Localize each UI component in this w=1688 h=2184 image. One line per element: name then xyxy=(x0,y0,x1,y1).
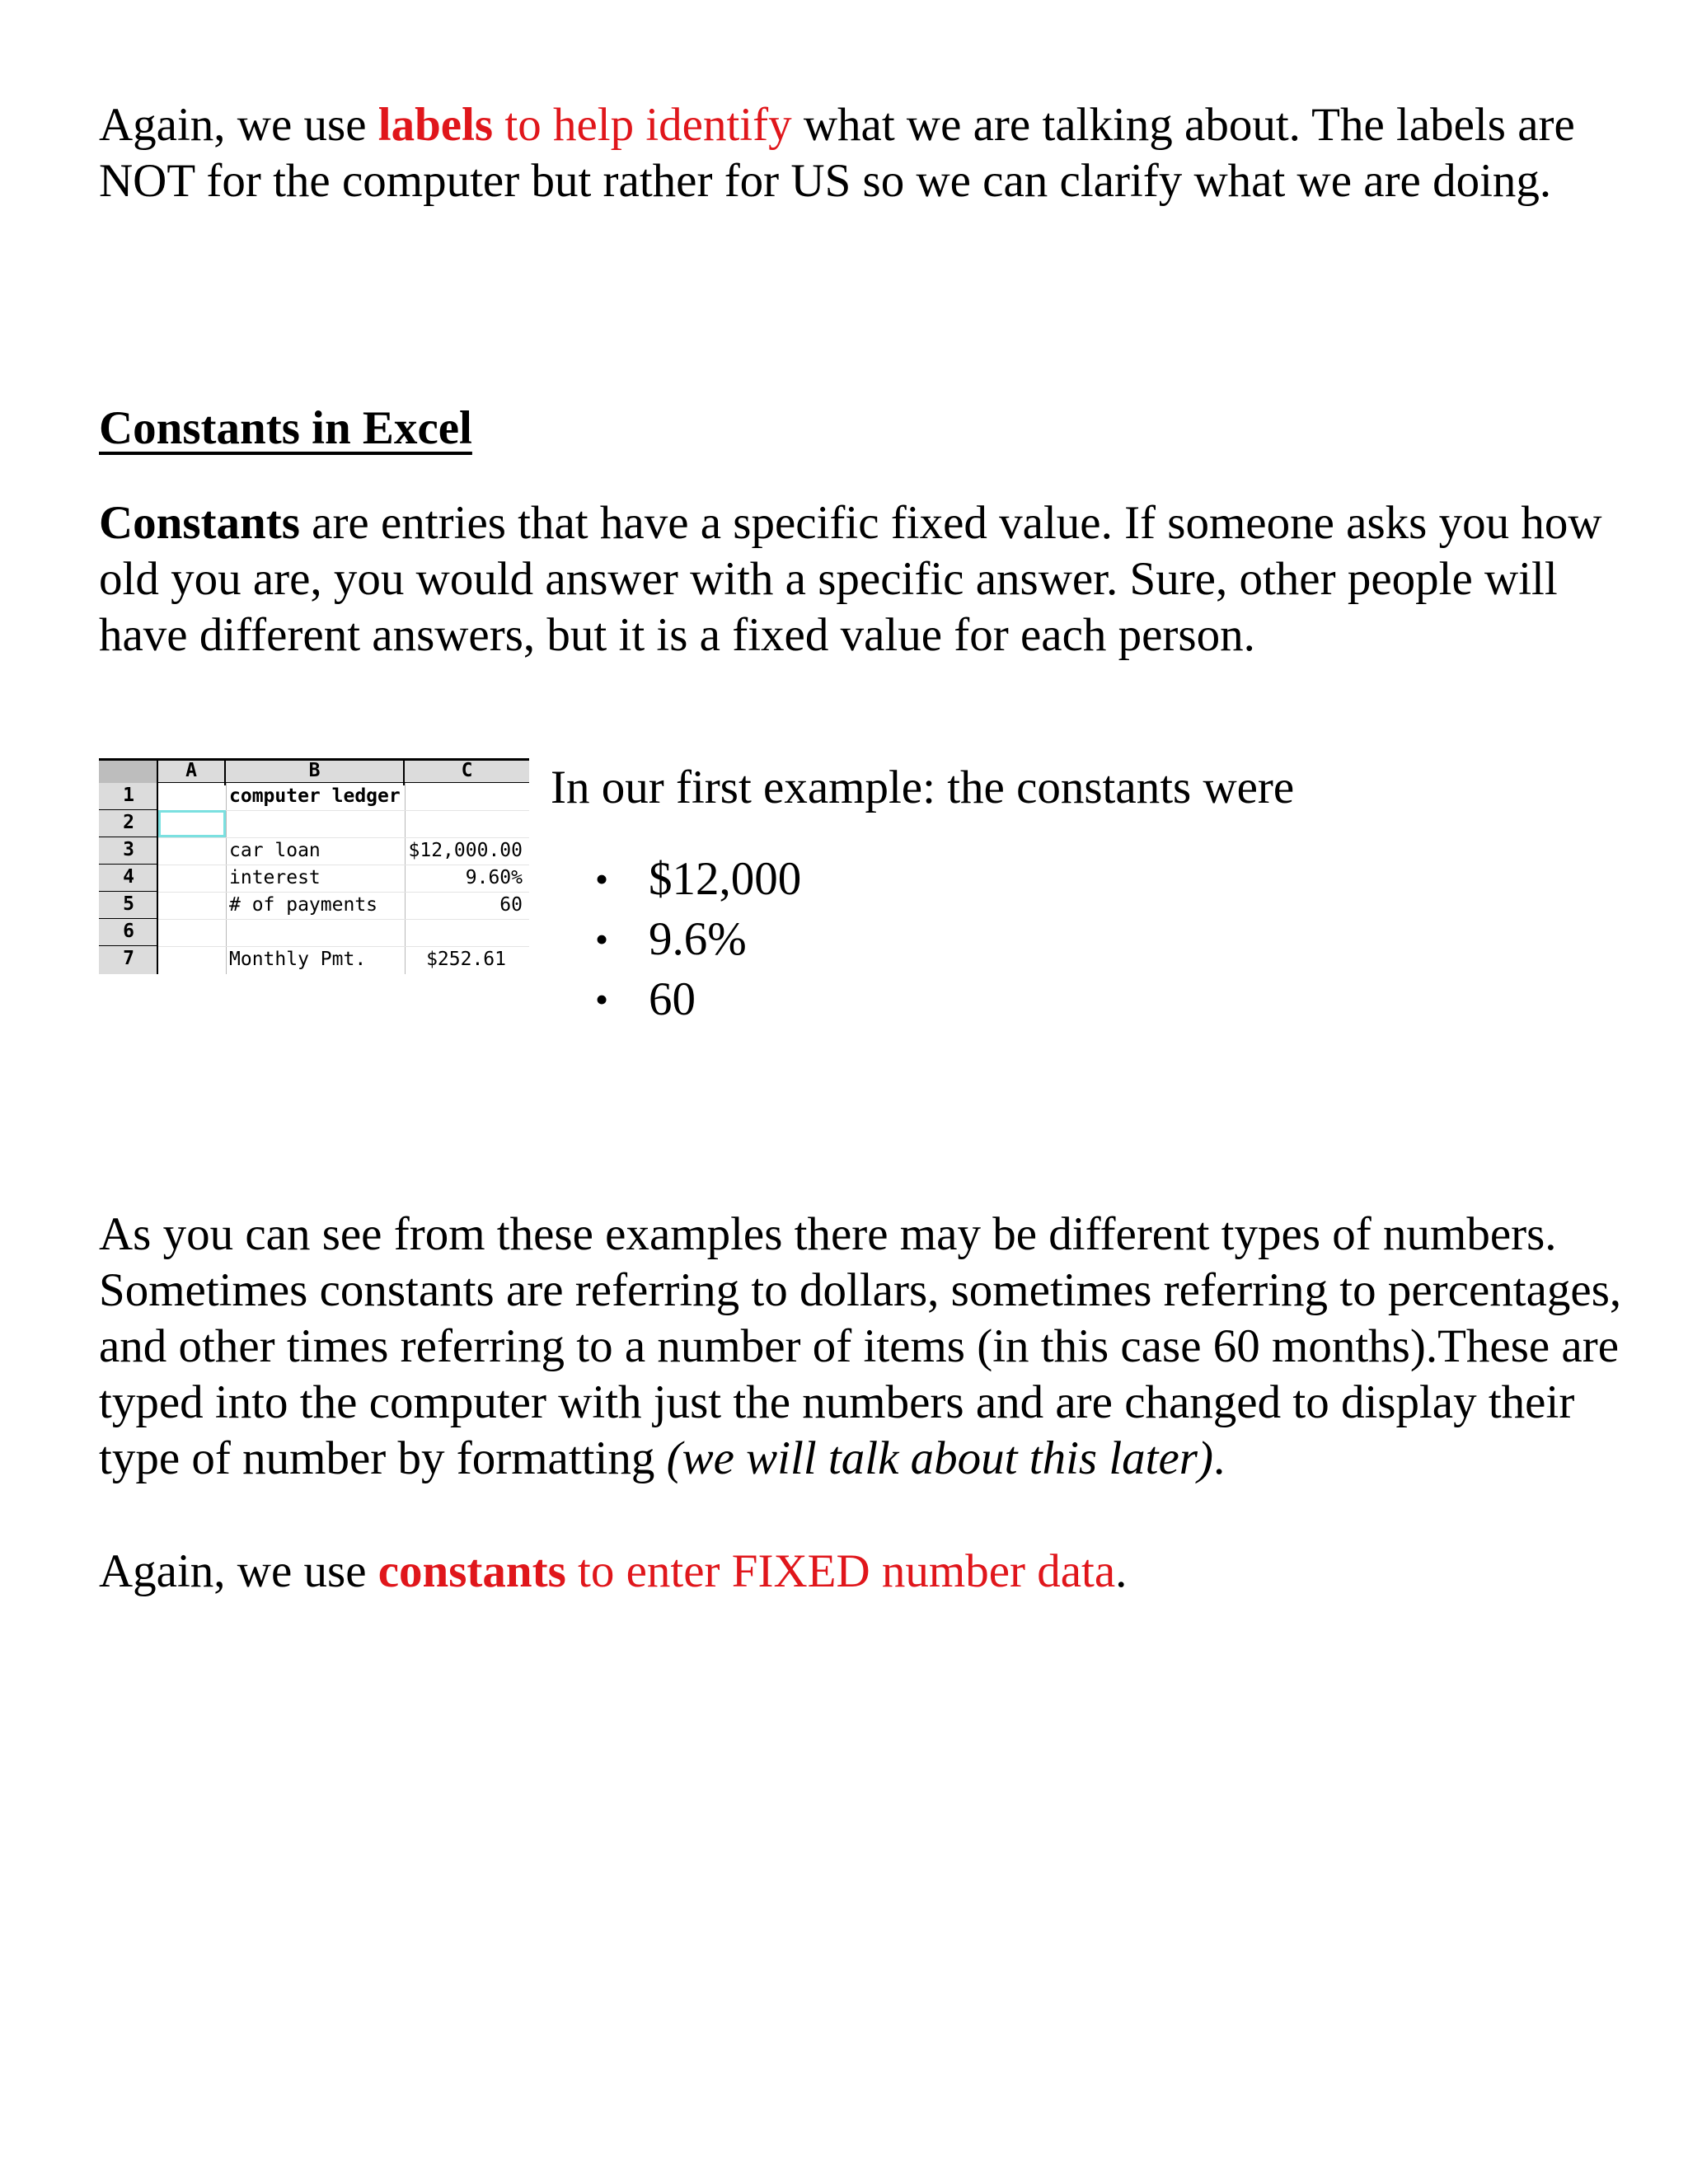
number-types-paragraph xyxy=(99,1207,1624,1487)
highlight-labels: labels xyxy=(377,99,494,151)
cell-b7: Monthly Pmt. xyxy=(229,949,367,970)
list-item xyxy=(589,849,801,909)
text-run: Again, we use xyxy=(99,1545,378,1597)
summary-paragraph xyxy=(99,1544,1624,1600)
cell-c4: 9.60% xyxy=(465,867,523,888)
list-item xyxy=(589,909,801,969)
cell-c3: $12,000.00 xyxy=(408,840,523,861)
row-header-7: 7 xyxy=(123,948,134,969)
highlight-constants: constants xyxy=(377,1545,566,1597)
section-heading: Constants in Excel xyxy=(99,402,472,454)
select-all-corner xyxy=(99,761,158,785)
cell-b1: computer ledger xyxy=(229,785,401,807)
column-header-b: B xyxy=(226,761,405,785)
cell-b4: interest xyxy=(229,867,321,888)
text-run: are entries that have a specific fixed value. If someone asks you how old you are, you would answer with a specific answer. Sure, other people will have different answers, but it is a fixed value for each person. xyxy=(99,497,1602,661)
list-item xyxy=(589,969,801,1029)
cell-b5: # of payments xyxy=(229,894,378,916)
row-header-1: 1 xyxy=(99,783,158,810)
text-run: . xyxy=(1115,1545,1128,1597)
row-header-3: 3 xyxy=(99,837,158,865)
highlight-phrase: to help identify xyxy=(493,99,792,151)
cell-c7: $252.61 xyxy=(426,949,506,970)
example-intro: In our first example: the constants were xyxy=(551,762,1295,813)
constants-definition xyxy=(99,495,1624,663)
list-item-text: 60 xyxy=(649,973,696,1025)
term-constants: Constants xyxy=(99,497,300,549)
text-run: Again, we use xyxy=(99,99,378,151)
column-header-c: C xyxy=(461,760,473,781)
list-item-text: $12,000 xyxy=(649,853,802,905)
column-header-a: A xyxy=(158,761,226,785)
column-header-row xyxy=(99,758,529,783)
text-run: As you can see from these examples there may be different types of numbers. Sometimes constants are referring to dollars, sometimes referring to percentages, and other times referring to a number of items (in this case 60 months).These are typed into the computer with just the numbers and are changed to display their type of number by formatting xyxy=(99,1208,1622,1484)
bullet-icon: • xyxy=(594,978,609,1020)
highlight-phrase: to enter FIXED number data xyxy=(565,1545,1116,1597)
row-header-2: 2 xyxy=(99,810,158,837)
cell-c5: 60 xyxy=(499,894,523,916)
row-header-4: 4 xyxy=(99,865,158,892)
constants-list xyxy=(589,849,801,1029)
spreadsheet-image xyxy=(99,758,529,974)
row-header-6: 6 xyxy=(99,919,158,946)
list-item-text: 9.6% xyxy=(649,913,747,965)
bullet-icon: • xyxy=(594,858,609,900)
bullet-icon: • xyxy=(594,918,609,960)
italic-note: (we will talk about this later) xyxy=(666,1432,1213,1484)
text-run: what we are talking about. The labels are NOT for the computer but rather for US so we can clarify what we are doing. xyxy=(99,99,1575,207)
cell-b3: car loan xyxy=(229,840,321,861)
row-header-column xyxy=(99,783,158,974)
text-run: . xyxy=(1212,1432,1226,1484)
selected-cell-a2 xyxy=(158,810,226,837)
row-header-5: 5 xyxy=(99,892,158,919)
intro-paragraph xyxy=(99,97,1624,209)
gridline xyxy=(158,919,529,920)
